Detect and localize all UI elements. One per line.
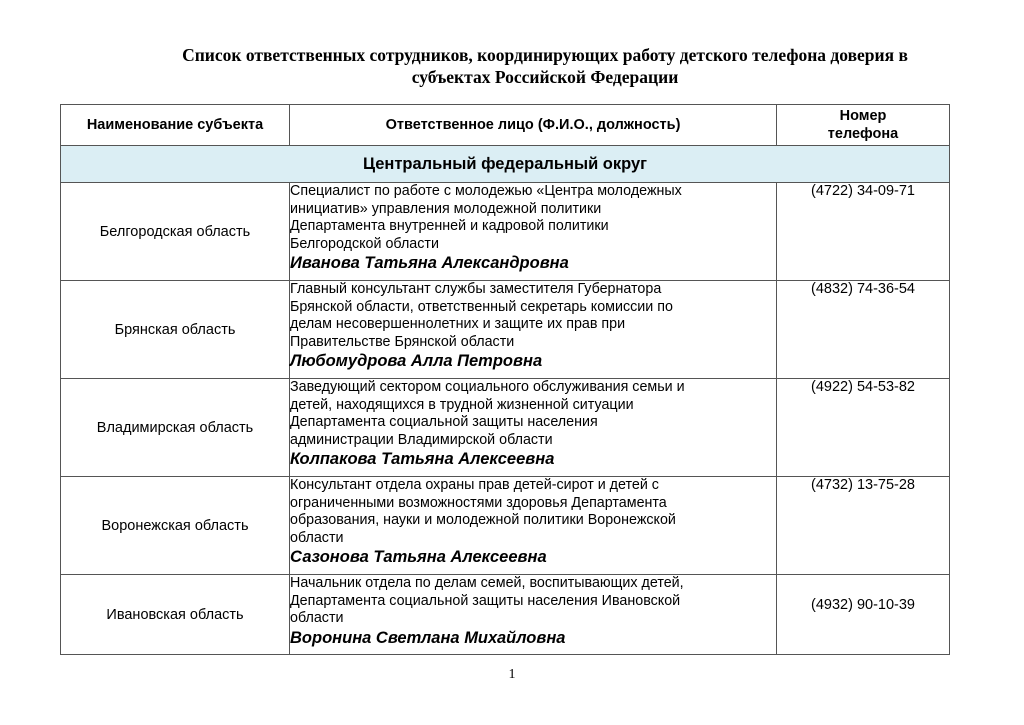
district-name: Центральный федеральный округ bbox=[61, 146, 950, 183]
region-name: Брянская область bbox=[61, 281, 290, 379]
phone-number: (4722) 34-09-71 bbox=[777, 183, 950, 281]
phone-number: (4922) 54-53-82 bbox=[777, 379, 950, 477]
region-name: Ивановская область bbox=[61, 575, 290, 655]
header-subject: Наименование субъекта bbox=[61, 105, 290, 146]
page-title-line-2: субъектах Российской Федерации bbox=[411, 67, 679, 87]
page-number: 1 bbox=[508, 667, 516, 682]
header-phone: Номер телефона bbox=[777, 105, 950, 146]
person-position: Заведующий сектором социального обслуживания семьи и детей, находящихся в трудной жизненной ситуации Департамента социальной защиты населения администрации Владимирской области bbox=[290, 379, 685, 448]
responsible-person bbox=[290, 575, 777, 655]
person-position: Консультант отдела охраны прав детей-сирот и детей с ограниченными возможностями здоровья Департамента образования, науки и молодежной политики Воронежской области bbox=[290, 477, 676, 546]
region-name: Белгородская область bbox=[61, 183, 290, 281]
region-name: Владимирская область bbox=[61, 379, 290, 477]
page-title bbox=[110, 44, 980, 88]
table-row bbox=[61, 575, 950, 655]
person-position: Специалист по работе с молодежью «Центра молодежных инициатив» управления молодежной политики Департамента внутренней и кадровой политики Белгородской области bbox=[290, 183, 682, 252]
page-title-line-1: Список ответственных сотрудников, координирующих работу детского телефона доверия в bbox=[182, 45, 908, 65]
table-row bbox=[61, 477, 950, 575]
person-name: Любомудрова Алла Петровна bbox=[290, 352, 543, 371]
region-name: Воронежская область bbox=[61, 477, 290, 575]
phone-number: (4832) 74-36-54 bbox=[777, 281, 950, 379]
table-header-row bbox=[61, 105, 950, 146]
person-name: Сазонова Татьяна Алексеевна bbox=[290, 548, 547, 567]
person-name: Воронина Светлана Михайловна bbox=[290, 628, 566, 647]
table-row bbox=[61, 281, 950, 379]
responsible-person bbox=[290, 281, 777, 379]
phone-number: (4732) 13-75-28 bbox=[777, 477, 950, 575]
person-position: Начальник отдела по делам семей, воспитывающих детей, Департамента социальной защиты населения Ивановской области bbox=[290, 575, 684, 627]
table-row bbox=[61, 183, 950, 281]
table-row bbox=[61, 379, 950, 477]
responsible-person bbox=[290, 183, 777, 281]
responsible-person bbox=[290, 477, 777, 575]
person-name: Колпакова Татьяна Алексеевна bbox=[290, 450, 555, 469]
person-position: Главный консультант службы заместителя Губернатора Брянской области, ответственный секретарь комиссии по делам несовершеннолетних и защите их прав при Правительстве Брянской области bbox=[290, 281, 673, 350]
responsible-persons-table bbox=[60, 104, 950, 655]
district-row bbox=[61, 146, 950, 183]
phone-number: (4932) 90-10-39 bbox=[777, 575, 950, 655]
person-name: Иванова Татьяна Александровна bbox=[290, 254, 569, 273]
header-person: Ответственное лицо (Ф.И.О., должность) bbox=[290, 105, 777, 146]
responsible-person bbox=[290, 379, 777, 477]
